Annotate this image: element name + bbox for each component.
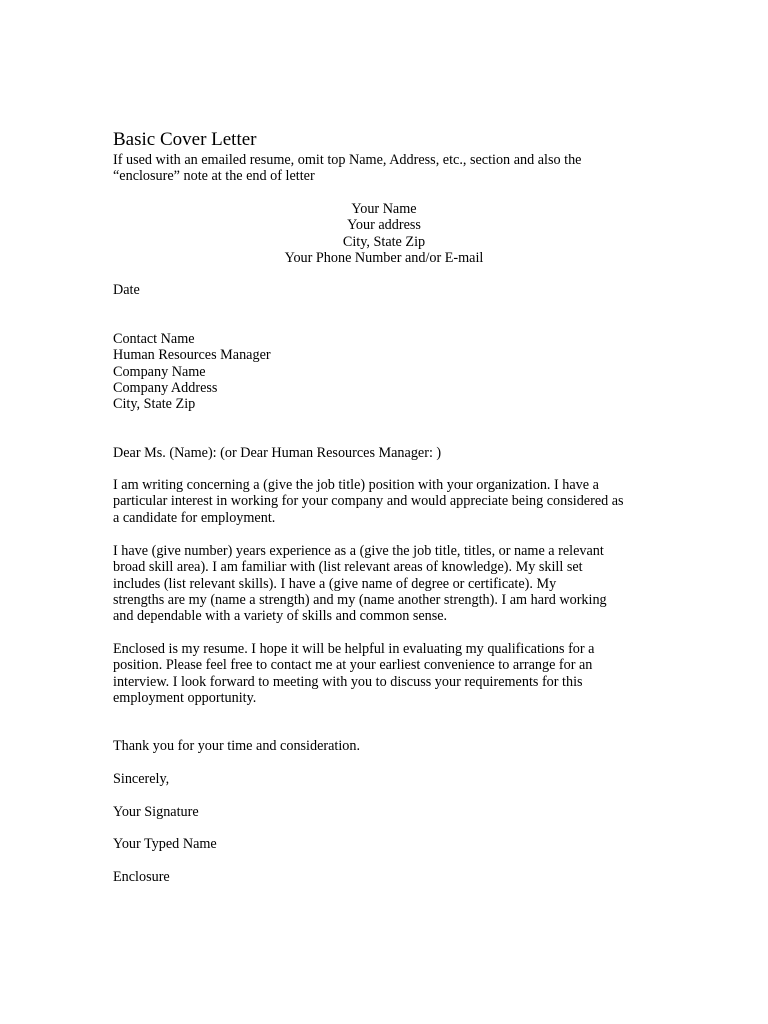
sender-block: [0, 201, 768, 266]
thanks-text: Thank you for your time and consideration.: [113, 738, 361, 754]
recipient-contact-name: Contact Name: [113, 331, 195, 347]
paragraph-line: interview. I look forward to meeting with you to discuss your requirements for this: [113, 673, 583, 690]
thanks-line: [113, 738, 360, 754]
salutation: [113, 445, 441, 461]
paragraph-line: a candidate for employment.: [113, 509, 276, 526]
paragraph-2: [113, 543, 607, 624]
sender-name: Your Name: [351, 201, 417, 217]
signature: [113, 804, 199, 820]
recipient-block: [113, 331, 271, 412]
enclosure: [113, 869, 170, 885]
typed-name: [113, 836, 217, 852]
paragraph-line: I have (give number) years experience as a (give the job title, titles, or name a relevant: [113, 543, 604, 559]
recipient-position: Human Resources Manager: [113, 347, 271, 364]
sender-address: Your address: [347, 217, 421, 234]
paragraph-line: Enclosed is my resume. I hope it will be helpful in evaluating my qualifications for a: [113, 641, 595, 657]
paragraph-line: broad skill area). I am familiar with (list relevant areas of knowledge). My skill set: [113, 559, 583, 576]
instruction-note: [113, 152, 581, 185]
recipient-company-name: Company Name: [113, 363, 206, 380]
instruction-line: If used with an emailed resume, omit top Name, Address, etc., section and also the: [113, 152, 582, 168]
paragraph-line: particular interest in working for your company and would appreciate being considered as: [113, 493, 624, 510]
paragraph-3: [113, 641, 594, 706]
paragraph-line: includes (list relevant skills). I have a (give name of degree or certificate). My: [113, 575, 557, 592]
letter-date: [113, 282, 140, 298]
paragraph-line: employment opportunity.: [113, 689, 257, 706]
salutation-text: Dear Ms. (Name): (or Dear Human Resources Manager: ): [113, 445, 442, 461]
recipient-city-state-zip: City, State Zip: [113, 396, 196, 413]
instruction-line: “enclosure” note at the end of letter: [113, 168, 315, 185]
paragraph-line: I am writing concerning a (give the job title) position with your organization. I have a: [113, 477, 599, 493]
enclosure-text: Enclosure: [113, 869, 170, 885]
closing: [113, 771, 169, 787]
paragraph-1: [113, 477, 624, 526]
sender-contact: Your Phone Number and/or E-mail: [284, 249, 484, 266]
recipient-company-address: Company Address: [113, 379, 218, 396]
closing-text: Sincerely,: [113, 771, 170, 787]
signature-text: Your Signature: [113, 804, 199, 820]
paragraph-line: position. Please feel free to contact me at your earliest convenience to arrange for an: [113, 657, 593, 674]
document-title: Basic Cover Letter: [113, 129, 257, 150]
paragraph-line: strengths are my (name a strength) and my (name another strength). I am hard working: [113, 591, 607, 608]
paragraph-line: and dependable with a variety of skills and common sense.: [113, 608, 448, 625]
sender-city-state-zip: City, State Zip: [342, 233, 426, 250]
typed-name-text: Your Typed Name: [113, 836, 217, 852]
date-text: Date: [113, 282, 140, 298]
